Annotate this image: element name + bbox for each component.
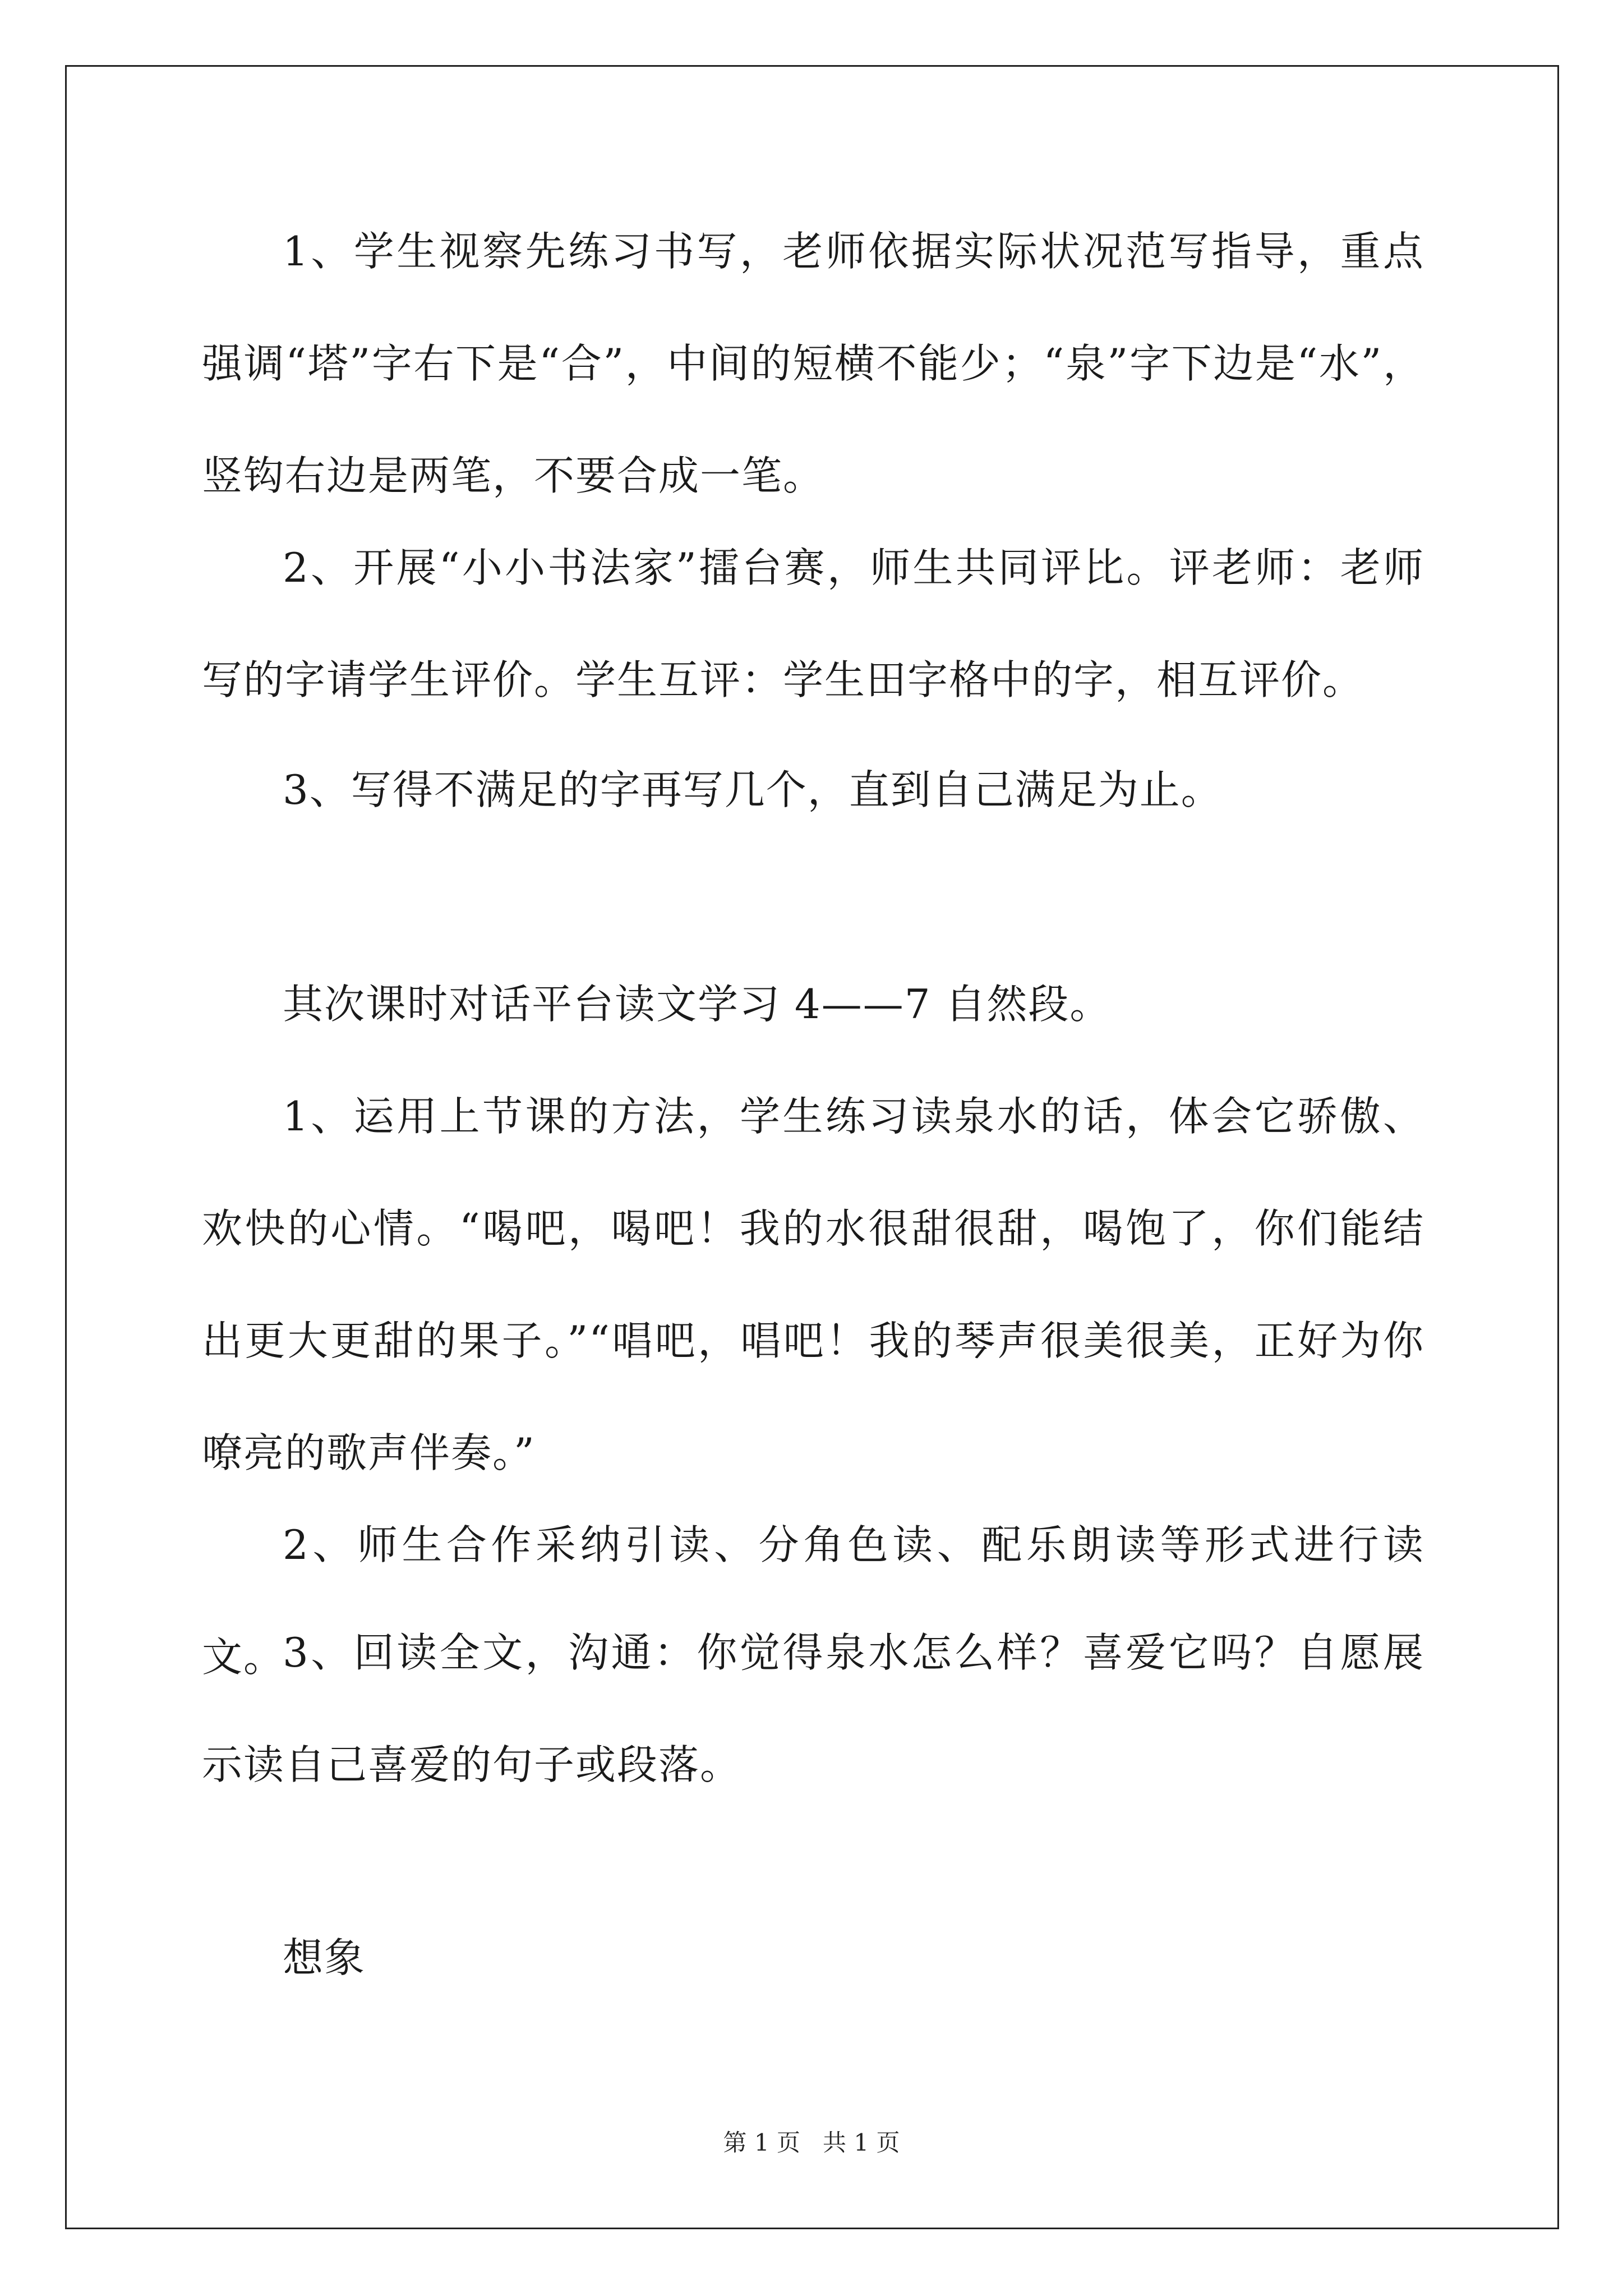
paragraph-review-reading: 3、回读全文，沟通：你觉得泉水怎么样？喜爱它吗？自愿展示读自己喜爱的句子或段落。 [202,1629,1424,1788]
page-total: 共 1 页 [823,2129,900,2156]
page-number: 第 1 页 [723,2129,800,2156]
paragraph-cooperative-reading: 2、师生合作采纳引读、分角色读、配乐朗读等形式进行读文。 [202,1521,1424,1681]
paragraph-second-lesson: 其次课时对话平台读文学习 4——7 自然段。 [283,981,1112,1028]
page-footer [0,2126,1623,2160]
paragraph-writing-practice: 1、学生视察先练习书写，老师依据实际状况范写指导，重点强调“塔”字右下是“合”，中间的短横不能少；“泉”字下边是“水”，竖钩右边是两笔，不要合成一笔。 [202,228,1424,499]
paragraph-rewrite: 3、写得不满足的字再写几个，直到自己满足为止。 [283,766,1223,813]
footer-spacer [800,2129,823,2156]
paragraph-spring-reading: 1、运用上节课的方法，学生练习读泉水的话，体会它骄傲、欢快的心情。“喝吧，喝吧！我的水很甜很甜，喝饱了，你们能结出更大更甜的果子。”“唱吧，唱吧！我的琴声很美很美，正好为你嘹亮的歌声伴奏。” [202,1093,1424,1476]
paragraph-imagine: 想象 [283,1934,366,1981]
paragraph-calligraphy-contest: 2、开展“小小书法家”擂台赛，师生共同评比。评老师：老师写的字请学生评价。学生互评：学生田字格中的字，相互评价。 [202,544,1424,703]
